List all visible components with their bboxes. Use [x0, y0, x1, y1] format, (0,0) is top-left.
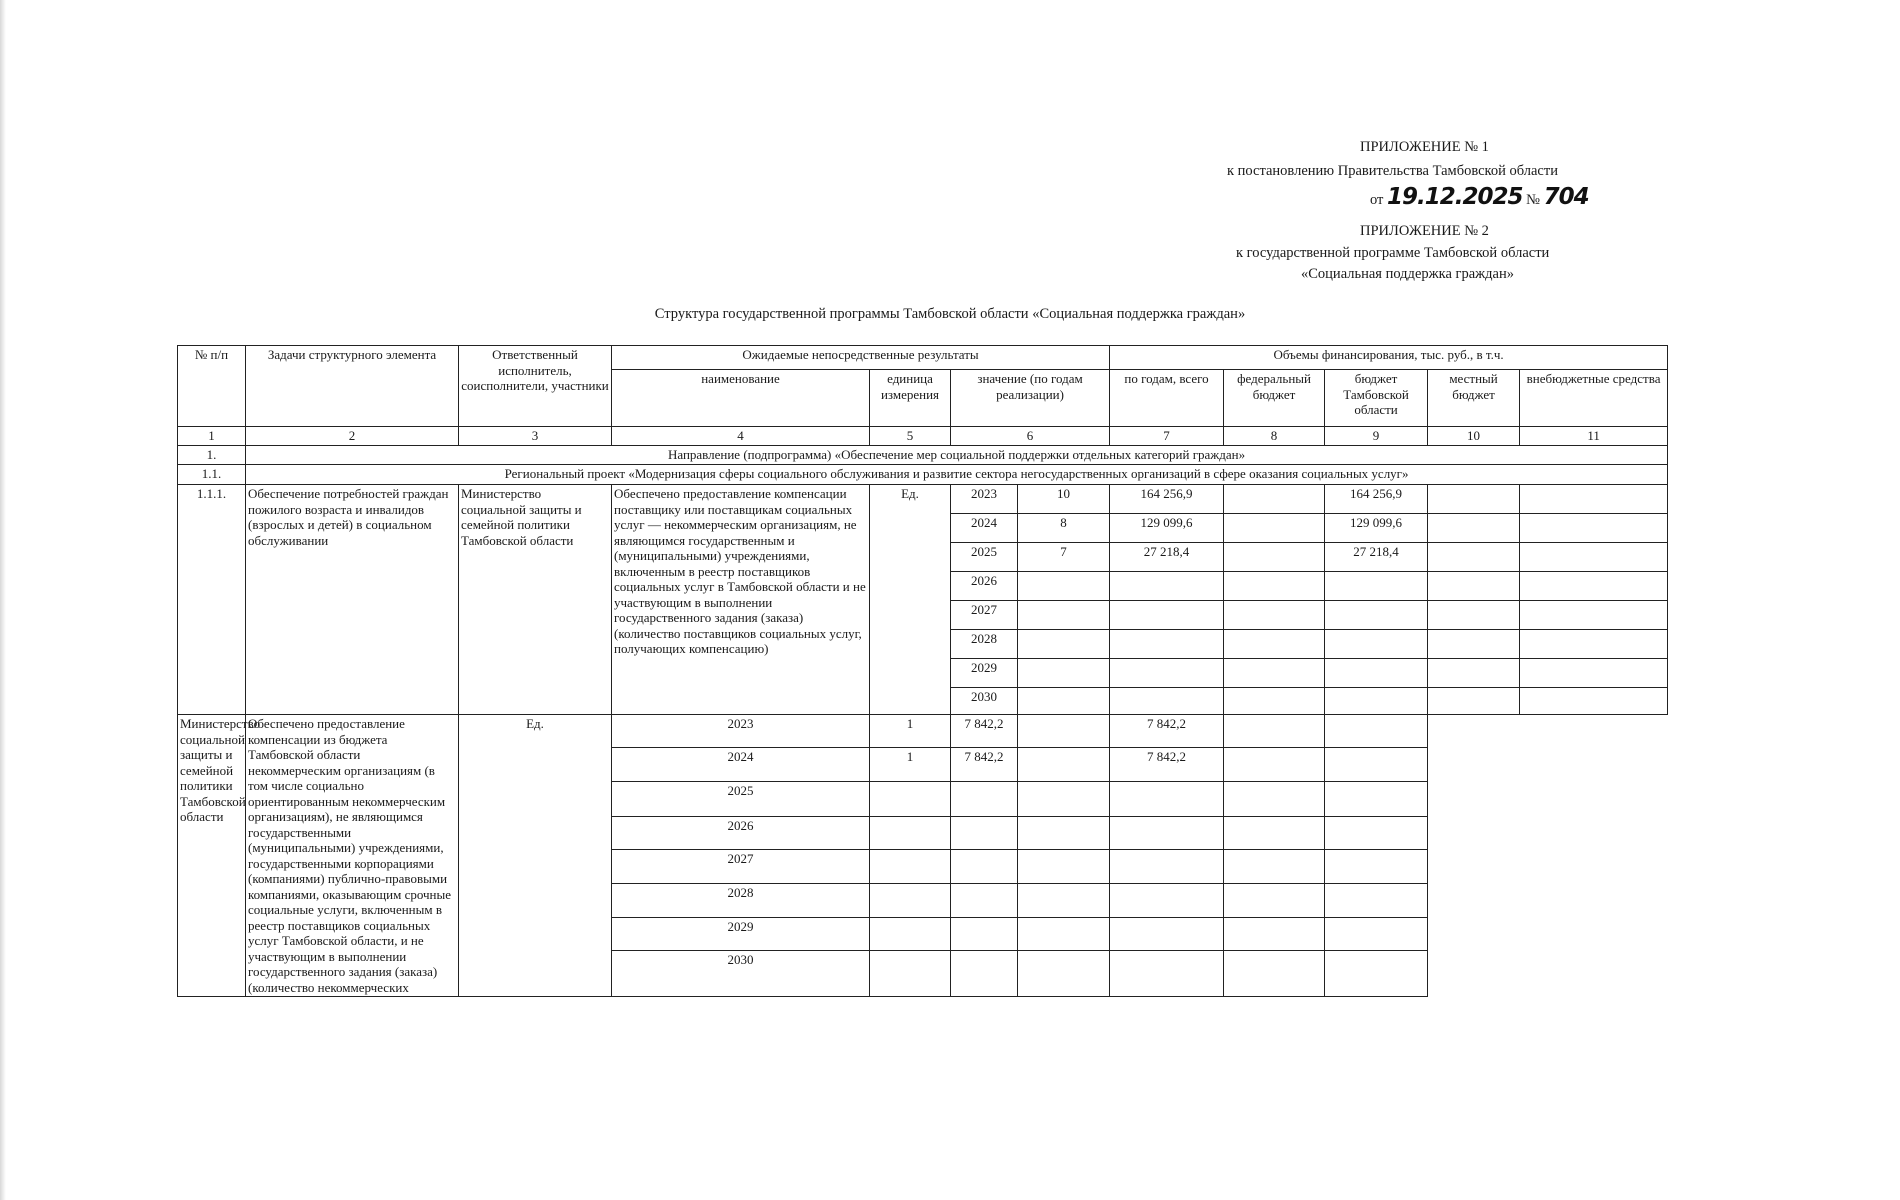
total-cell: [951, 883, 1018, 917]
local-cell: [1224, 951, 1325, 997]
extra-cell: [1520, 485, 1668, 514]
table-row: [178, 485, 1668, 514]
regional-cell: 7 842,2: [1110, 715, 1224, 748]
value-cell: [1018, 630, 1110, 659]
year-cell: 2025: [951, 543, 1018, 572]
year-cell: 2027: [951, 601, 1018, 630]
total-cell: [1110, 688, 1224, 715]
total-cell: 27 218,4: [1110, 543, 1224, 572]
extra-cell: [1520, 659, 1668, 688]
executor-cell: Министерство социальной защиты и семейной политики Тамбовской области: [459, 485, 612, 715]
executor-cell: Министерство социальной защиты и семейной политики Тамбовской области: [178, 715, 246, 997]
regional-cell: [1325, 659, 1428, 688]
local-cell: [1224, 816, 1325, 850]
value-cell: 8: [1018, 514, 1110, 543]
regional-cell: [1325, 630, 1428, 659]
extra-cell: [1520, 572, 1668, 601]
extra-cell: [1325, 917, 1428, 951]
project-text: Региональный проект «Модернизация сферы социального обслуживания и развитие сектора негосударственных организаций в сфере оказания социальных услуг»: [246, 465, 1668, 485]
federal-cell: [1018, 715, 1110, 748]
result-cell: Обеспечено предоставление компенсации поставщику или поставщикам социальных услуг — некоммерческим организациям, не являющимся государственным и (муниципальными) учреждениями, включенным в реестр поставщиков социальных услуг в Тамбовской области и не участвующим в выполнении государственного задания (заказа) (количество поставщиков социальных услуг, получающих компенсацию): [612, 485, 870, 715]
project-row: [178, 465, 1668, 485]
header-results-group: Ожидаемые непосредственные результаты: [612, 346, 1110, 370]
total-cell: 7 842,2: [951, 715, 1018, 748]
local-cell: [1428, 630, 1520, 659]
regional-cell: [1325, 601, 1428, 630]
regional-cell: [1110, 917, 1224, 951]
direction-row: [178, 446, 1668, 465]
total-cell: [1110, 601, 1224, 630]
col-num-1: 1: [178, 427, 246, 446]
col-num-6: 6: [951, 427, 1110, 446]
local-cell: [1224, 850, 1325, 884]
year-cell: 2030: [951, 688, 1018, 715]
block1: [178, 485, 1668, 715]
federal-cell: [1224, 659, 1325, 688]
col-num-10: 10: [1428, 427, 1520, 446]
program-line: к государственной программе Тамбовской области: [1236, 245, 1550, 261]
year-cell: 2030: [612, 951, 870, 997]
federal-cell: [1018, 816, 1110, 850]
total-cell: 7 842,2: [951, 747, 1018, 782]
federal-cell: [1224, 543, 1325, 572]
regional-cell: 7 842,2: [1110, 747, 1224, 782]
year-cell: 2027: [612, 850, 870, 884]
total-cell: [951, 782, 1018, 817]
local-cell: [1224, 715, 1325, 748]
total-cell: [1110, 572, 1224, 601]
task-number: 1.1.1.: [178, 485, 246, 715]
col-num-4: 4: [612, 427, 870, 446]
regional-cell: 129 099,6: [1325, 514, 1428, 543]
col-num-9: 9: [1325, 427, 1428, 446]
total-cell: [951, 816, 1018, 850]
table-row: [178, 715, 1668, 748]
total-cell: [951, 850, 1018, 884]
block2: [178, 715, 1668, 997]
value-cell: 1: [870, 747, 951, 782]
federal-cell: [1018, 850, 1110, 884]
total-cell: [1110, 630, 1224, 659]
regional-cell: [1110, 850, 1224, 884]
year-cell: 2028: [612, 883, 870, 917]
regional-cell: [1325, 688, 1428, 715]
year-cell: 2028: [951, 630, 1018, 659]
total-cell: [1110, 659, 1224, 688]
header-value: значение (по годам реализации): [951, 370, 1110, 427]
unit-cell: Ед.: [459, 715, 612, 997]
value-cell: [870, 782, 951, 817]
regional-cell: [1110, 782, 1224, 817]
total-cell: 164 256,9: [1110, 485, 1224, 514]
federal-cell: [1224, 688, 1325, 715]
extra-cell: [1325, 850, 1428, 884]
header-result-name: наименование: [612, 370, 870, 427]
col-num-8: 8: [1224, 427, 1325, 446]
local-cell: [1428, 601, 1520, 630]
value-cell: [870, 951, 951, 997]
column-number-row: [178, 427, 1668, 446]
task-text: Обеспечение потребностей граждан пожилого возраста и инвалидов (взрослых и детей) в социальном обслуживании: [246, 485, 459, 715]
regional-cell: [1110, 951, 1224, 997]
year-cell: 2029: [612, 917, 870, 951]
header-row-1: [178, 346, 1668, 370]
year-cell: 2024: [951, 514, 1018, 543]
col-num-5: 5: [870, 427, 951, 446]
year-cell: 2024: [612, 747, 870, 782]
local-cell: [1224, 917, 1325, 951]
extra-cell: [1520, 514, 1668, 543]
regional-cell: 27 218,4: [1325, 543, 1428, 572]
header-extra: внебюджетные средства: [1520, 370, 1668, 427]
value-cell: [870, 917, 951, 951]
local-cell: [1224, 883, 1325, 917]
federal-cell: [1018, 917, 1110, 951]
direction-num: 1.: [178, 446, 246, 465]
federal-cell: [1018, 747, 1110, 782]
program-name: «Социальная поддержка граждан»: [1301, 266, 1515, 282]
direction-text: Направление (подпрограмма) «Обеспечение мер социальной поддержки отдельных категорий граждан»: [246, 446, 1668, 465]
handwritten-date: 19.12.2025: [1387, 184, 1523, 210]
value-cell: [870, 850, 951, 884]
extra-cell: [1520, 543, 1668, 572]
extra-cell: [1325, 883, 1428, 917]
col-num-7: 7: [1110, 427, 1224, 446]
value-cell: [870, 816, 951, 850]
value-cell: [1018, 601, 1110, 630]
value-cell: [870, 883, 951, 917]
federal-cell: [1224, 514, 1325, 543]
header-total: по годам, всего: [1110, 370, 1224, 427]
local-cell: [1428, 543, 1520, 572]
header-local: местный бюджет: [1428, 370, 1520, 427]
local-cell: [1428, 485, 1520, 514]
local-cell: [1224, 747, 1325, 782]
col-num-3: 3: [459, 427, 612, 446]
header-funding-group: Объемы финансирования, тыс. руб., в т.ч.: [1110, 346, 1668, 370]
value-cell: [1018, 572, 1110, 601]
federal-cell: [1018, 883, 1110, 917]
col-num-11: 11: [1520, 427, 1668, 446]
value-cell: [1018, 688, 1110, 715]
value-cell: 7: [1018, 543, 1110, 572]
year-cell: 2026: [612, 816, 870, 850]
total-cell: [951, 951, 1018, 997]
value-cell: 1: [870, 715, 951, 748]
year-cell: 2023: [612, 715, 870, 748]
local-cell: [1428, 659, 1520, 688]
extra-cell: [1520, 688, 1668, 715]
extra-cell: [1520, 601, 1668, 630]
appendix2-label: ПРИЛОЖЕНИЕ № 2: [1360, 223, 1489, 239]
local-cell: [1224, 782, 1325, 817]
federal-cell: [1018, 782, 1110, 817]
year-cell: 2023: [951, 485, 1018, 514]
regional-cell: [1110, 883, 1224, 917]
extra-cell: [1325, 715, 1428, 748]
federal-cell: [1224, 572, 1325, 601]
year-cell: 2025: [612, 782, 870, 817]
local-cell: [1428, 514, 1520, 543]
local-cell: [1428, 688, 1520, 715]
local-cell: [1428, 572, 1520, 601]
regional-cell: [1325, 572, 1428, 601]
header-federal: федеральный бюджет: [1224, 370, 1325, 427]
extra-cell: [1325, 951, 1428, 997]
federal-cell: [1224, 630, 1325, 659]
appendix1-label: ПРИЛОЖЕНИЕ № 1: [1360, 139, 1489, 155]
result-cell: Обеспечено предоставление компенсации из бюджета Тамбовской области некоммерческим организациям (в том числе социально ориентированным некоммерческим организациям), не являющимся государственными (муниципальными) учреждениями, государственными корпорациями (компаниями) публично-правовыми компаниями, оказывающим срочные социальные услуги, включенным в реестр поставщиков социальных услуг Тамбовской области, и не участвующим в выполнении государственного задания (заказа) (количество некоммерческих: [246, 715, 459, 997]
header-executor: Ответственный исполнитель, соисполнители, участники: [459, 346, 612, 427]
total-cell: [951, 917, 1018, 951]
regional-cell: 164 256,9: [1325, 485, 1428, 514]
unit-cell: Ед.: [870, 485, 951, 715]
header-num: № п/п: [178, 346, 246, 427]
federal-cell: [1018, 951, 1110, 997]
header-regional: бюджет Тамбовской области: [1325, 370, 1428, 427]
total-cell: 129 099,6: [1110, 514, 1224, 543]
extra-cell: [1325, 747, 1428, 782]
regional-cell: [1110, 816, 1224, 850]
from-label: от: [1370, 192, 1384, 208]
extra-cell: [1325, 816, 1428, 850]
header-task: Задачи структурного элемента: [246, 346, 459, 427]
federal-cell: [1224, 601, 1325, 630]
structure-table: [177, 345, 1668, 997]
scan-edge: [0, 0, 6, 1200]
page-title: Структура государственной программы Тамбовской области «Социальная поддержка граждан»: [654, 306, 1246, 322]
decree-date-line: [1370, 184, 1589, 210]
number-label: №: [1526, 192, 1541, 208]
year-cell: 2026: [951, 572, 1018, 601]
col-num-2: 2: [246, 427, 459, 446]
extra-cell: [1520, 630, 1668, 659]
value-cell: [1018, 659, 1110, 688]
header-unit: единица измерения: [870, 370, 951, 427]
federal-cell: [1224, 485, 1325, 514]
handwritten-number: 704: [1543, 184, 1589, 210]
year-cell: 2029: [951, 659, 1018, 688]
project-num: 1.1.: [178, 465, 246, 485]
extra-cell: [1325, 782, 1428, 817]
decree-line: к постановлению Правительства Тамбовской области: [1227, 163, 1558, 179]
value-cell: 10: [1018, 485, 1110, 514]
